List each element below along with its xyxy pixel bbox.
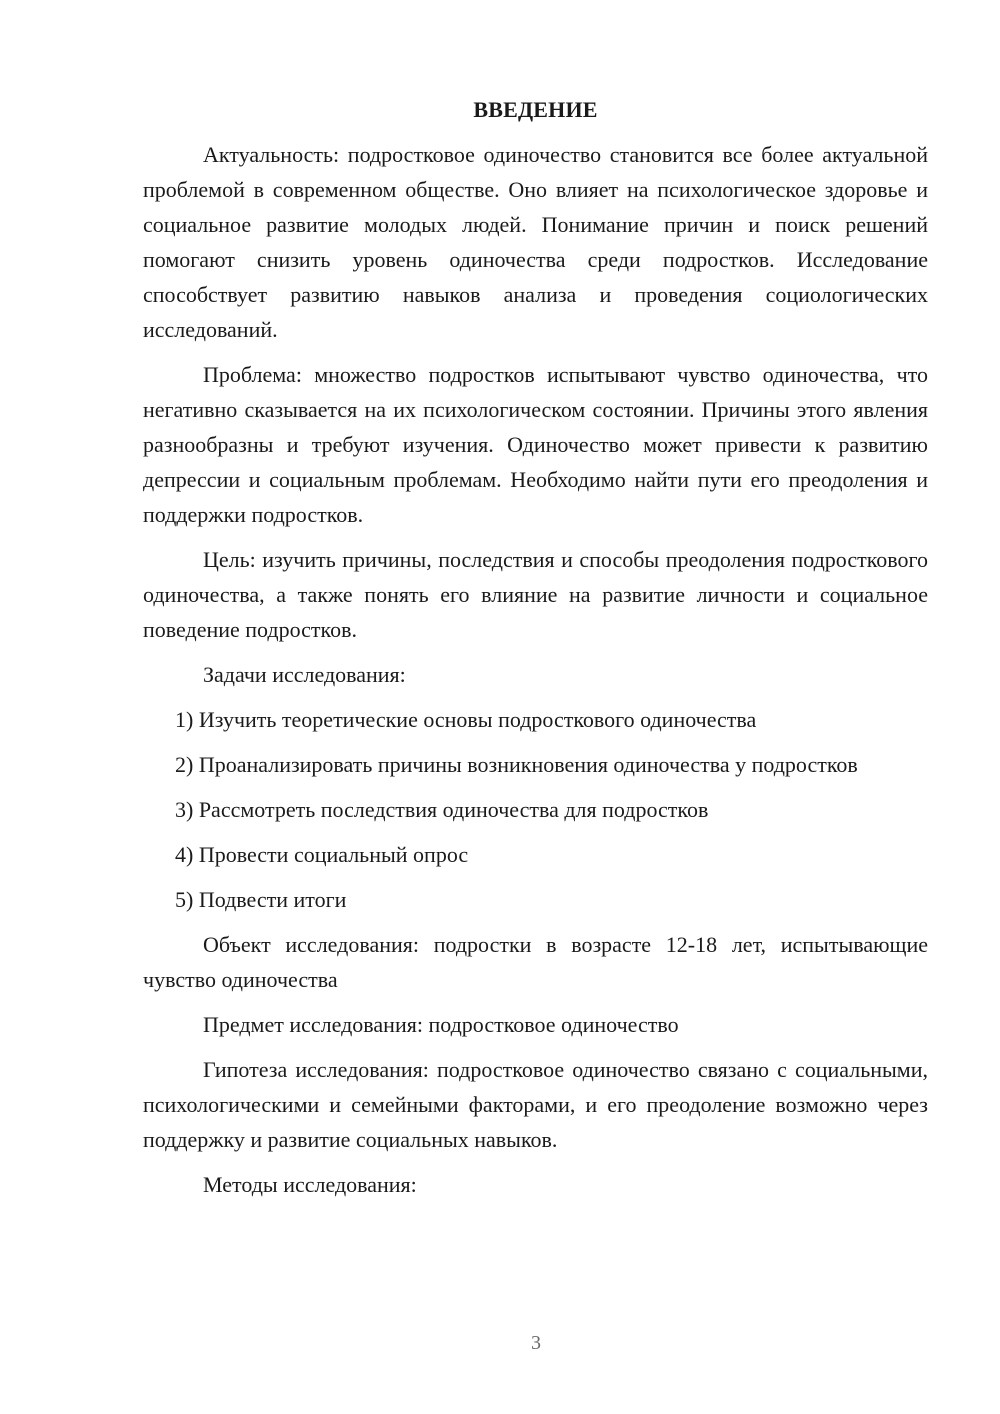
task-item-1: 1) Изучить теоретические основы подросткового одиночества [175, 707, 757, 732]
page-title: ВВЕДЕНИЕ [473, 97, 598, 122]
problem-paragraph: Проблема: множество подростков испытывают чувство одиночества, что негативно сказывается на их психологическом состоянии. Причины этого явления разнообразны и требуют изучения. Одиночество может привести к развитию депрессии и социальным проблемам. Необходимо найти пути его преодоления и поддержки подростков. [143, 362, 928, 527]
methods-heading: Методы исследования: [203, 1172, 417, 1197]
tasks-heading: Задачи исследования: [203, 662, 406, 687]
goal-paragraph: Цель: изучить причины, последствия и способы преодоления подросткового одиночества, а также понять его влияние на развитие личности и социальное поведение подростков. [143, 547, 928, 642]
task-item-5: 5) Подвести итоги [175, 887, 347, 912]
task-item-3: 3) Рассмотреть последствия одиночества для подростков [175, 797, 709, 822]
page-number: 3 [531, 1332, 541, 1354]
task-item-2: 2) Проанализировать причины возникновения одиночества у подростков [175, 752, 858, 777]
task-item-4: 4) Провести социальный опрос [175, 842, 469, 867]
hypothesis-paragraph: Гипотеза исследования: подростковое одиночество связано с социальными, психологическими и семейными факторами, и его преодоление возможно через поддержку и развитие социальных навыков. [143, 1057, 928, 1152]
object-paragraph: Объект исследования: подростки в возрасте 12-18 лет, испытывающие чувство одиночества [143, 932, 928, 992]
subject-paragraph: Предмет исследования: подростковое одиночество [203, 1012, 679, 1037]
relevance-paragraph: Актуальность: подростковое одиночество становится все более актуальной проблемой в современном обществе. Оно влияет на психологическое здоровье и социальное развитие молодых людей. Понимание причин и поиск решений помогают снизить уровень одиночества среди подростков. Исследование способствует развитию навыков анализа и проведения социологических исследований. [143, 142, 928, 342]
document-page [143, 92, 928, 1212]
